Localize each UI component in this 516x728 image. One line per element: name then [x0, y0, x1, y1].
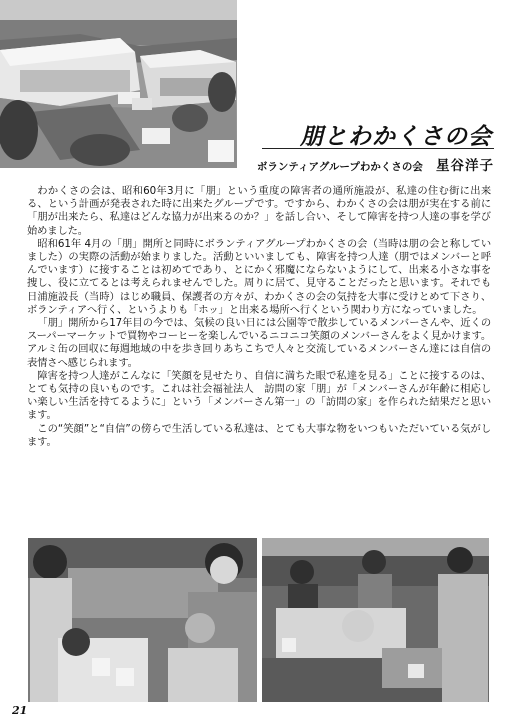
members-outdoor-walk-photo [262, 538, 489, 702]
paragraph: 障害を持つ人達がこんなに「笑顔を見せたり、自信に満ちた眼で私達を見る」ことに接するのは、とても気持の良いものです。これは社会福祉法人 訪問の家「朋」が「メンバーさんが年齢に相応しい楽しい生活を持てるように」という「メンバーさん第一」の「訪問の家」を作られた結果だと思います。 [27, 369, 491, 422]
title-rule [262, 148, 494, 149]
page-number: 21 [12, 704, 28, 717]
byline-author: 星谷洋子 [436, 158, 494, 174]
byline-org: ボランティアグループわかくさの会 [256, 161, 423, 173]
paragraph: わかくさの会は、昭和60年3月に「朋」という重度の障害者の通所施設が、私達の住む街に出来る、という計画が発表された時に出来たグループです。ですから、わかくさの会は朋が実在する前に「朋が出来たら、私達はどんな協力が出来るのか？」を話し合い、そして障害を持つ人達の事を学び始めました。 [27, 185, 491, 237]
article-body [27, 185, 491, 449]
paragraph: 「朋」開所から17年目の今では、気候の良い日には公園等で散歩しているメンバーさんや、近くのスーパーマーケットで買物やコーヒーを楽しんでいるニコニコ笑顔のメンバーさんをよく見かけます。アルミ缶の回収に毎週地域の中を歩き回りあちこちで人々と交流しているメンバーさん達には自信の表情さへ感じられます。 [27, 317, 491, 369]
byline [245, 154, 494, 174]
building-aerial-photo [0, 0, 237, 168]
article-title: 朋とわかくさの会 [300, 123, 492, 150]
paragraph: 昭和61年 4月の「朋」開所と同時にボランティアグループわかくさの会（当時は朋の会と称していました）の実際の活動が始まりました。活動といいましても、障害を持つ人達（朋ではメンバーと呼んでいます）に接することは初めてであり、とにかく邪魔にならないようにして、出来る小さな事を捜し、役に立てるとは考えられませんでした。周りに居て、見守ることだったと思います。それでも日浦施設長（当時）はじめ職員、保護者の方々が、わかくさの会の気持を大事に受けとめて下さり、ボランティアへ行く、というよりも「ホッ」と出来る場所へ行くという関わり方になっていました。 [27, 237, 491, 316]
paragraph: この“笑顔”と“自信”の傍らで生活している私達は、とても大事な物をいつもいただいている気がします。 [27, 422, 491, 448]
members-with-volunteers-photo [28, 538, 257, 702]
